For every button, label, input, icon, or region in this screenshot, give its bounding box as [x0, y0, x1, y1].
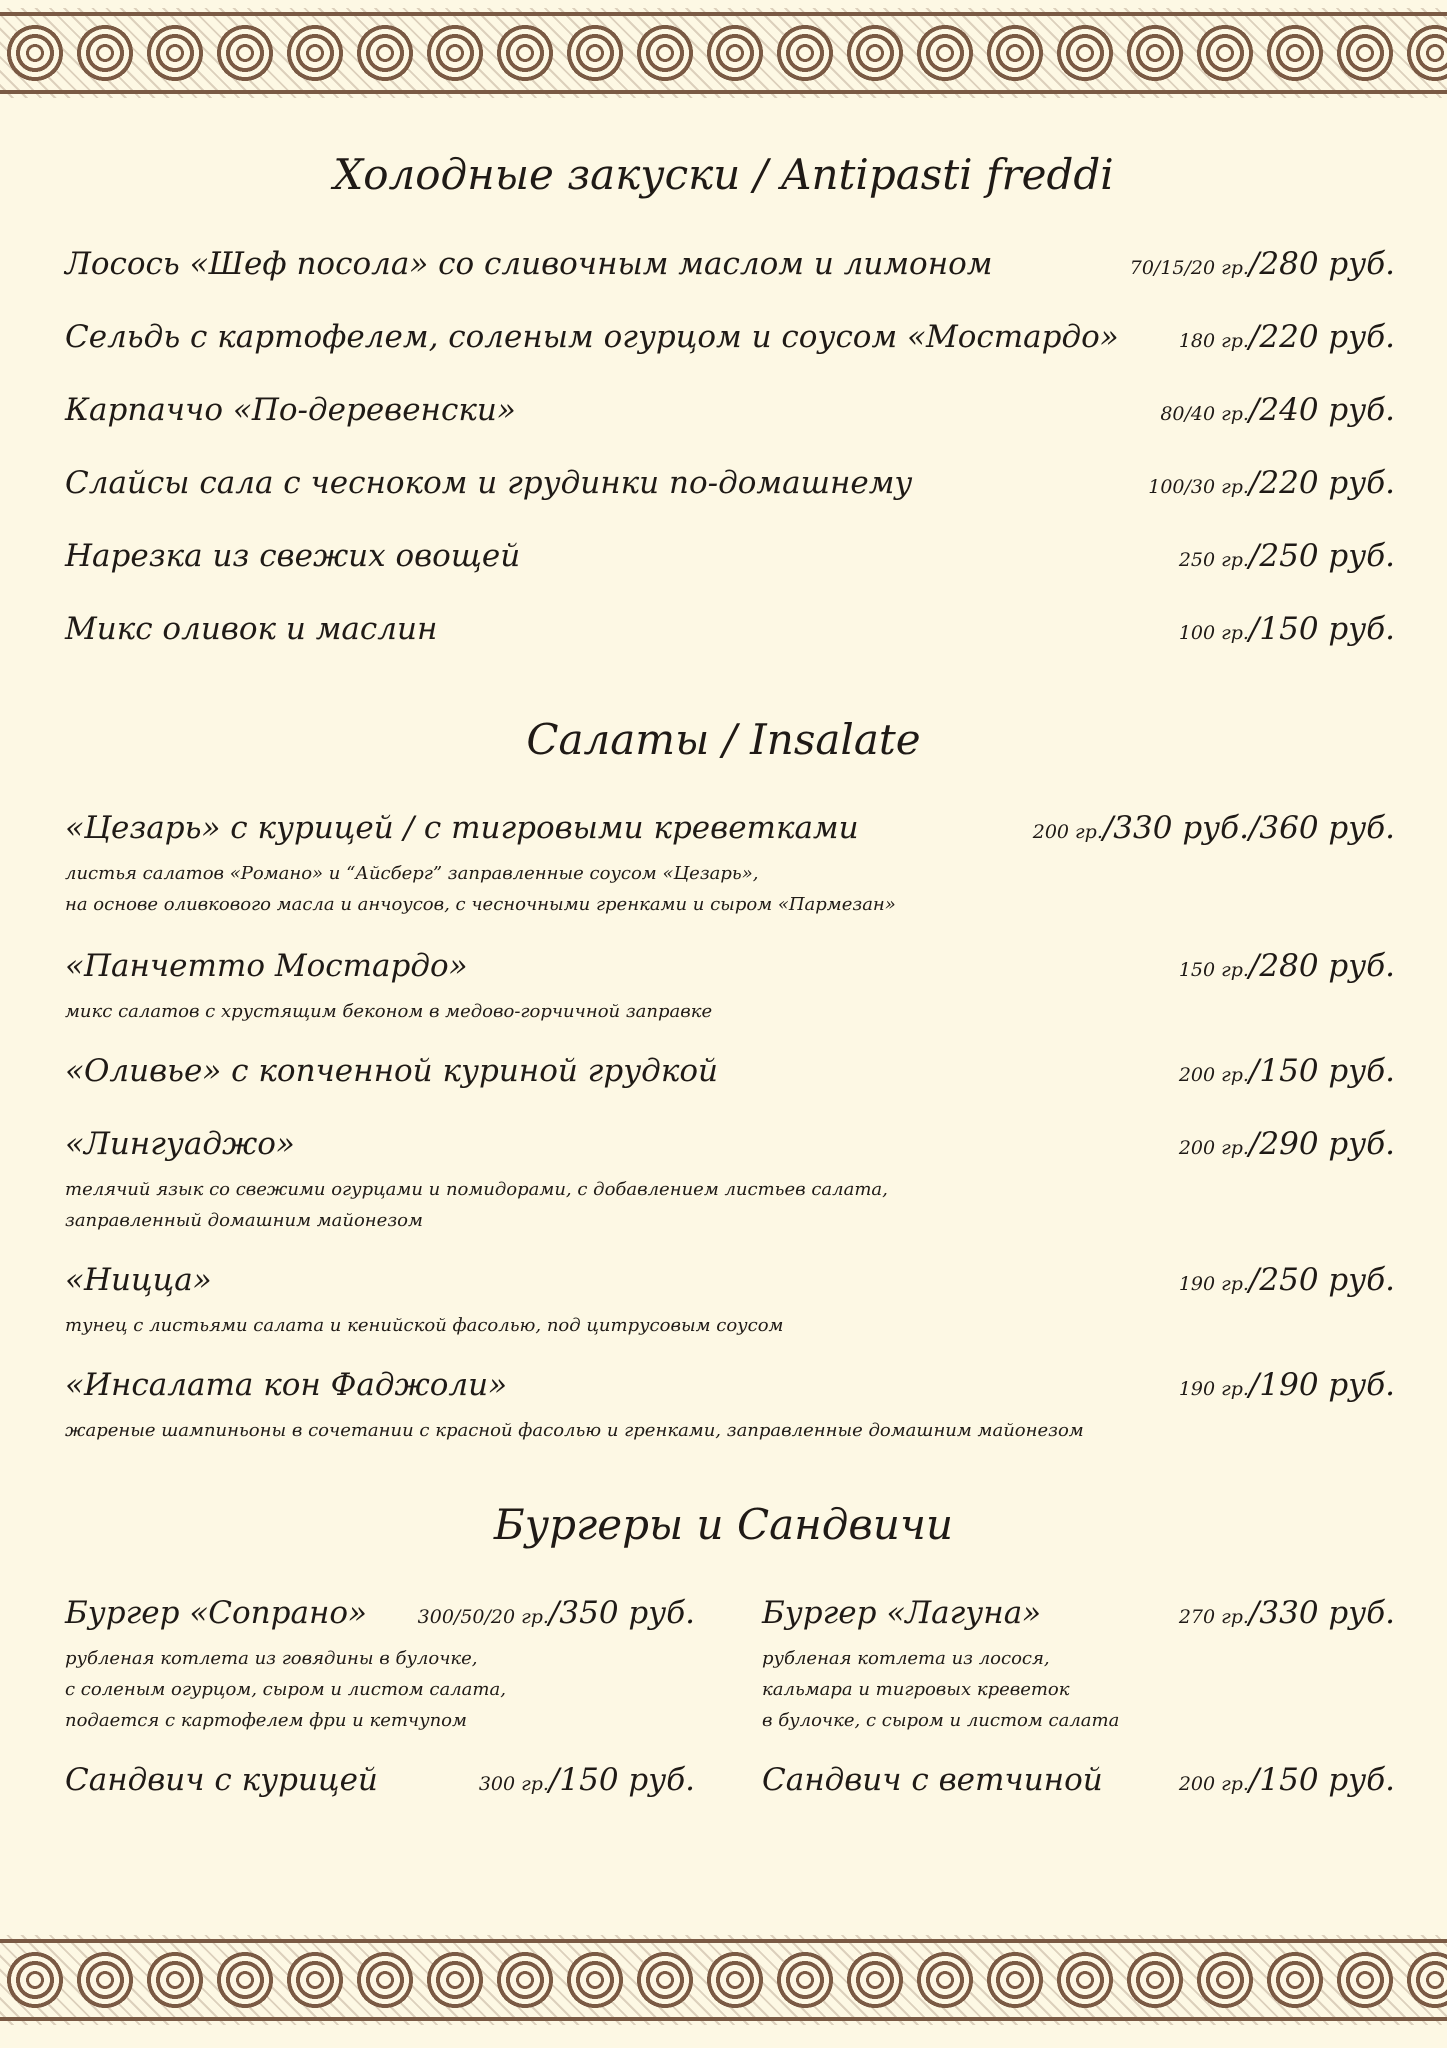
item-name: Бургер «Лагуна» — [762, 1595, 1042, 1631]
item-price: 100/30 гр./220 руб. — [1148, 465, 1395, 501]
menu-item — [65, 538, 1395, 588]
item-price: 300/50/20 гр./350 руб. — [417, 1595, 695, 1631]
item-price: 190 гр./190 руб. — [1178, 1367, 1395, 1403]
menu-item — [65, 810, 1395, 860]
item-price: 270 гр./330 руб. — [1178, 1595, 1395, 1631]
item-price: 70/15/20 гр./280 руб. — [1129, 246, 1395, 282]
menu-item — [65, 1262, 1395, 1312]
item-description: тунец с листьями салата и кенийской фасолью, под цитрусовым соусом — [65, 1315, 784, 1336]
menu-item — [65, 1367, 1395, 1417]
item-price: 100 гр./150 руб. — [1178, 611, 1395, 647]
item-price: 150 гр./280 руб. — [1178, 948, 1395, 984]
item-description: микс салатов с хрустящим беконом в медово-горчичной заправке — [65, 1001, 713, 1022]
item-description: жареные шампиньоны в сочетании с красной фасолью и гренками, заправленные домашним майонезом — [65, 1420, 1084, 1441]
menu-item — [65, 319, 1395, 369]
item-price: 190 гр./250 руб. — [1178, 1262, 1395, 1298]
item-price: 200 гр./150 руб. — [1178, 1053, 1395, 1089]
item-price: 200 гр./330 руб./360 руб. — [1032, 810, 1395, 846]
item-name: «Оливье» с копченной куриной грудкой — [65, 1053, 718, 1089]
menu-item — [65, 246, 1395, 296]
item-description: кальмара и тигровых креветок — [762, 1679, 1070, 1700]
item-name: Нарезка из свежих овощей — [65, 538, 521, 574]
item-price: 80/40 гр./240 руб. — [1160, 392, 1395, 428]
menu-item — [65, 465, 1395, 515]
item-name: «Панчетто Мостардо» — [65, 948, 468, 984]
menu-item — [762, 1595, 1395, 1645]
item-description: рубленая котлета из говядины в булочке, — [65, 1648, 478, 1669]
item-name: Карпаччо «По-деревенски» — [65, 392, 516, 428]
item-name: Сандвич с курицей — [65, 1762, 378, 1798]
ornament-border-top — [0, 8, 1447, 98]
item-description: заправленный домашним майонезом — [65, 1210, 423, 1231]
section-title-cold: Холодные закуски / Antipasti freddi — [333, 150, 1114, 199]
item-name: Сельдь с картофелем, соленым огурцом и соусом «Мостардо» — [65, 319, 1119, 355]
item-name: Лосось «Шеф посола» со сливочным маслом и лимоном — [65, 246, 993, 282]
menu-item — [65, 1126, 1395, 1176]
item-name: «Цезарь» с курицей / с тигровыми креветками — [65, 810, 859, 846]
item-description: телячий язык со свежими огурцами и помидорами, с добавлением листьев салата, — [65, 1179, 888, 1200]
menu-item — [65, 1762, 695, 1812]
menu-item — [65, 948, 1395, 998]
item-price: 300 гр./150 руб. — [478, 1762, 695, 1798]
item-name: «Инсалата кон Фаджоли» — [65, 1367, 508, 1403]
item-name: «Ницца» — [65, 1262, 212, 1298]
ornament-border-bottom — [0, 1935, 1447, 2025]
menu-item — [762, 1762, 1395, 1812]
section-title-burgers: Бургеры и Сандвичи — [493, 1500, 954, 1549]
item-description: листья салатов «Романо» и “Айсберг” заправленные соусом «Цезарь», — [65, 863, 759, 884]
item-description: рубленая котлета из лосося, — [762, 1648, 1050, 1669]
item-price: 200 гр./290 руб. — [1178, 1126, 1395, 1162]
item-name: «Лингуаджо» — [65, 1126, 295, 1162]
section-title-salads: Салаты / Insalate — [526, 715, 921, 764]
menu-item — [65, 1053, 1395, 1103]
item-description: подается с картофелем фри и кетчупом — [65, 1710, 467, 1731]
menu-item — [65, 611, 1395, 661]
item-price: 200 гр./150 руб. — [1178, 1762, 1395, 1798]
item-description: с соленым огурцом, сыром и листом салата, — [65, 1679, 506, 1700]
item-price: 180 гр./220 руб. — [1178, 319, 1395, 355]
item-name: Микс оливок и маслин — [65, 611, 438, 647]
item-name: Слайсы сала с чесноком и грудинки по-домашнему — [65, 465, 913, 501]
menu-item — [65, 392, 1395, 442]
item-price: 250 гр./250 руб. — [1178, 538, 1395, 574]
menu-item — [65, 1595, 695, 1645]
item-name: Сандвич с ветчиной — [762, 1762, 1103, 1798]
item-description: в булочке, с сыром и листом салата — [762, 1710, 1120, 1731]
item-description: на основе оливкового масла и анчоусов, с чесночными гренками и сыром «Пармезан» — [65, 894, 896, 915]
item-name: Бургер «Сопрано» — [65, 1595, 368, 1631]
